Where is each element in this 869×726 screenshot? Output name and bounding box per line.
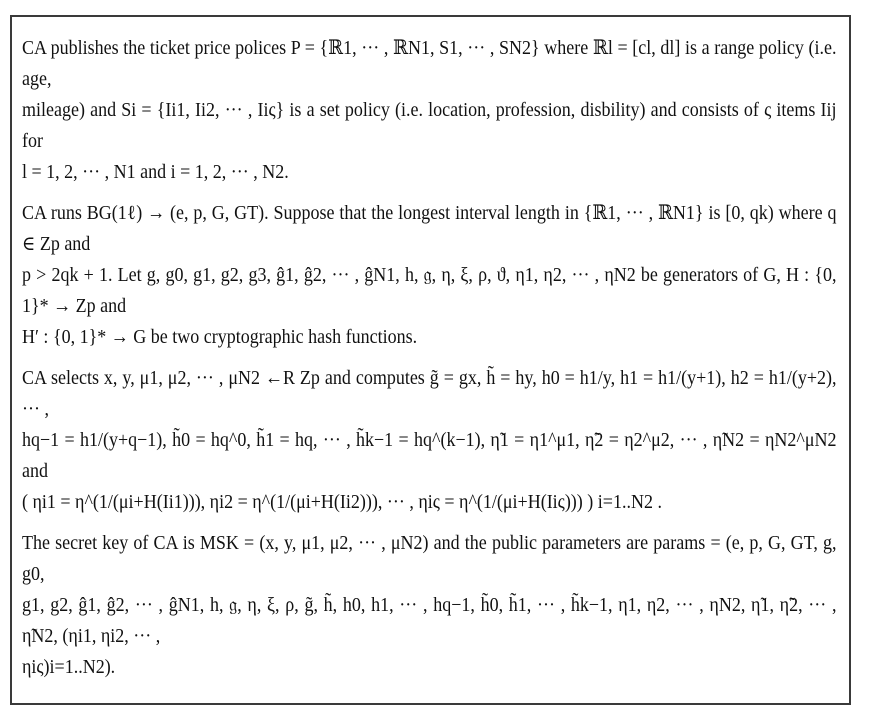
text-line: ( ηi1 = η^(1/(μi+H(Ii1))), ηi2 = η^(1/(μi+H(Ii2))), ··· , ηiς = η^(1/(μi+H(Iiς))) ) i=1..N2 . bbox=[22, 491, 662, 513]
text-line: l = 1, 2, ··· , N1 and i = 1, 2, ··· , N2. bbox=[22, 161, 289, 183]
paragraph-keygen bbox=[22, 363, 837, 518]
text-line: CA selects x, y, μ1, μ2, ··· , μN2 ←R Zp and computes g̃ = gx, h̃ = hy, h0 = h1/y, h1 = h1/(y+1), h2 = h1/(y+2), ··· , bbox=[22, 367, 837, 420]
paragraph-setup bbox=[22, 198, 837, 353]
text-line: p > 2qk + 1. Let g, g0, g1, g2, g3, ĝ1, ĝ2, ··· , ĝN1, h, 𝔤, η, ξ, ρ, ϑ, η1, η2, ··· , ηN2 be generators of G, H : {0, 1}* → Zp and bbox=[22, 264, 837, 317]
text-line: g1, g2, ĝ1, ĝ2, ··· , ĝN1, h, 𝔤, η, ξ, ρ, g̃, h̃, h0, h1, ··· , hq−1, h̃0, h̃1, ··· , h̃k−1, η1, η2, ··· , ηN2, η̃1, η̃2, ··· , η̃N2, (ηi1, ηi2, ··· , bbox=[22, 594, 837, 647]
text-line: H′ : {0, 1}* → G be two cryptographic hash functions. bbox=[22, 326, 418, 348]
text-line: ηiς)i=1..N2). bbox=[22, 656, 116, 678]
algorithm-content bbox=[22, 33, 837, 695]
text-line: CA runs BG(1ℓ) → (e, p, G, GT). Suppose that the longest interval length in {ℝ1, ··· , ℝN1} is [0, qk) where q ∈ Zp and bbox=[22, 202, 837, 255]
text-line: CA publishes the ticket price polices P = {ℝ1, ··· , ℝN1, S1, ··· , SN2} where ℝl = [cl, dl] is a range policy (i.e. age, bbox=[22, 37, 837, 90]
paragraph-policies bbox=[22, 33, 837, 188]
text-line: hq−1 = h1/(y+q−1), h̃0 = hq^0, h̃1 = hq, ··· , h̃k−1 = hq^(k−1), η̃1 = η1^μ1, η̃2 = η2^μ2, ··· , η̃N2 = ηN2^μN2 and bbox=[22, 429, 837, 482]
text-line: The secret key of CA is MSK = (x, y, μ1, μ2, ··· , μN2) and the public parameters are params = (e, p, G, GT, g, g0, bbox=[22, 532, 837, 585]
paragraph-keys bbox=[22, 528, 837, 683]
algorithm-box bbox=[10, 15, 851, 705]
text-line: mileage) and Si = {Ii1, Ii2, ··· , Iiς} is a set policy (i.e. location, profession, disbility) and consists of ς items Iij for bbox=[22, 99, 837, 152]
